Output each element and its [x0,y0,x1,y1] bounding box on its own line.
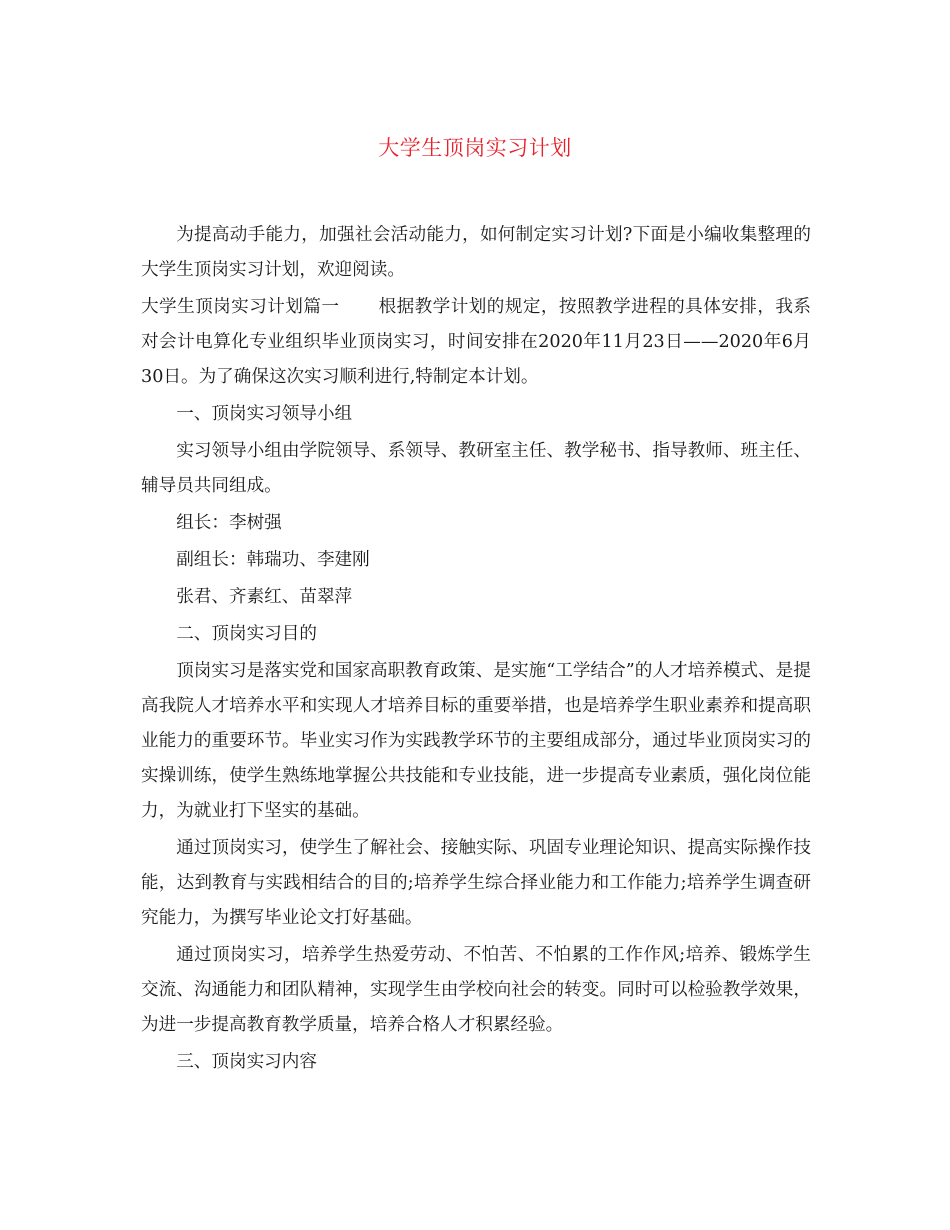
section-heading-2: 二、顶岗实习目的 [176,624,317,644]
document-body [141,218,811,1082]
members-line: 张君、齐素红、苗翠萍 [176,587,353,607]
intro-paragraph: 为提高动手能力，加强社会活动能力，如何制定实习计划?下面是小编收集整理的大学生顶岗实习计划，欢迎阅读。 [141,225,811,280]
purpose-paragraph-3: 通过顶岗实习，培养学生热爱劳动、不怕苦、不怕累的工作作风;培养、锻炼学生交流、沟通能力和团队精神，实现学生由学校向社会的转变。同时可以检验教学效果，为进一步提高教育教学质量，培养合格人才积累经验。 [141,945,811,1035]
document-title: 大学生顶岗实习计划 [378,136,572,160]
section-label: 大学生顶岗实习计划篇一 [141,297,340,317]
plan-opening-paragraph [141,290,811,395]
plan-opening-text: 根据教学计划的规定，按照教学进程的具体安排，我系对会计电算化专业组织毕业顶岗实习，时间安排在2020年11月23日——2020年6月30日。为了确保这次实习顺利进行,特制定本计划。 [141,297,811,387]
group-leader-line: 组长：李树强 [176,513,282,533]
deputy-leader-line: 副组长：韩瑞功、李建刚 [176,550,370,570]
purpose-paragraph-2: 通过顶岗实习，使学生了解社会、接触实际、巩固专业理论知识、提高实际操作技能，达到教育与实践相结合的目的;培养学生综合择业能力和工作能力;培养学生调查研究能力，为撰写毕业论文打好基础。 [141,838,811,928]
purpose-paragraph-1: 顶岗实习是落实党和国家高职教育政策、是实施“工学结合”的人才培养模式、是提高我院人才培养水平和实现人才培养目标的重要举措，也是培养学生职业素养和提高职业能力的重要环节。毕业实习作为实践教学环节的主要组成部分，通过毕业顶岗实习的实操训练，使学生熟练地掌握公共技能和专业技能，进一步提高专业素质，强化岗位能力，为就业打下坚实的基础。 [141,661,811,821]
group-composition-paragraph: 实习领导小组由学院领导、系领导、教研室主任、教学秘书、指导教师、班主任、辅导员共同组成。 [141,441,811,496]
section-heading-1: 一、顶岗实习领导小组 [176,404,353,424]
section-heading-3: 三、顶岗实习内容 [176,1052,317,1072]
